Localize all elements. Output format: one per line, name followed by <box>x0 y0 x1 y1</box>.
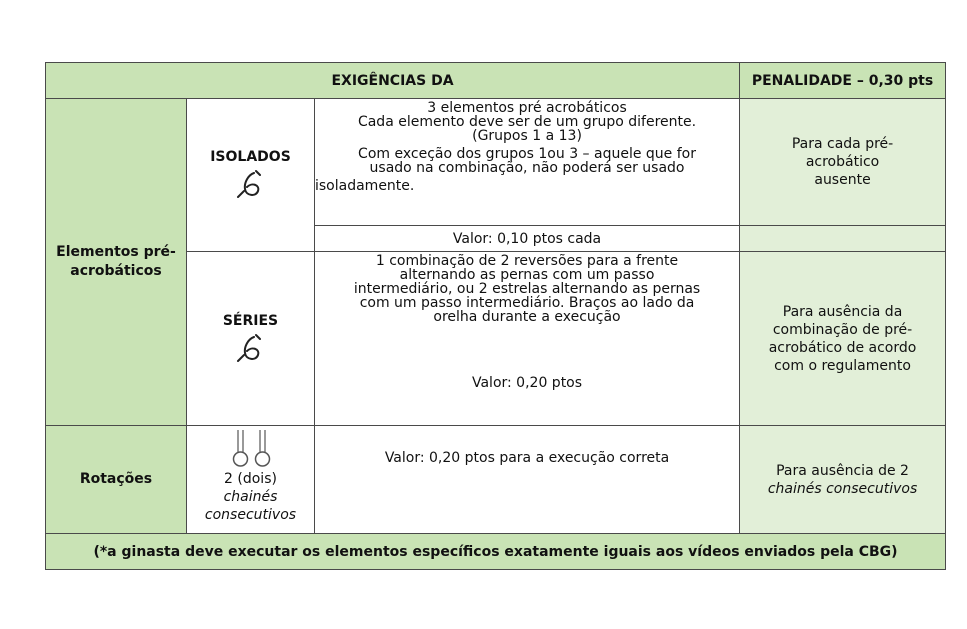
rotations-name: chainés consecutivos <box>204 489 297 523</box>
category-rotations: Rotações <box>46 426 187 534</box>
isolados-penalty <box>740 99 946 226</box>
rotations-count: 2 (dois) <box>224 471 277 487</box>
isolados-desc-line-1: 3 elementos pré acrobáticos <box>427 100 627 116</box>
series-penalty <box>740 252 946 426</box>
rotations-penalty-line-1: Para ausência de 2 <box>776 462 909 479</box>
isolados-penalty-text: Para cada pré-acrobático ausente <box>791 136 894 188</box>
series-label: SÉRIES <box>222 312 279 329</box>
rotations-penalty <box>740 426 946 534</box>
isolados-description <box>315 99 740 226</box>
rotations-penalty-line-2: chainés consecutivos <box>767 480 918 497</box>
isolados-value: Valor: 0,10 ptos cada <box>315 226 740 252</box>
isolados-label: ISOLADOS <box>210 149 291 165</box>
isolados-penalty-blank <box>740 226 946 252</box>
header-requirements: EXIGÊNCIAS DA <box>46 63 740 99</box>
series-desc-line-2: alternando as pernas com um passo <box>399 267 655 283</box>
category-pre-acrobatic-label: Elementos pré-acrobáticos <box>56 244 176 279</box>
series-desc-line-5: orelha durante a execução <box>433 309 621 325</box>
series-penalty-text: Para ausência da combinação de pré-acrobático de acordo com o regulamento <box>768 303 917 374</box>
requirements-table-container <box>45 62 945 570</box>
pre-acrobatic-symbol-icon <box>234 169 268 201</box>
series-desc-line-1: 1 combinação de 2 reversões para a frente <box>375 253 679 269</box>
isolados-desc-line-4: Com exceção dos grupos 1ou 3 – aquele que for <box>358 146 696 162</box>
footer-note: (*a ginasta deve executar os elementos específicos exatamente iguais aos vídeos enviados pela CBG) <box>46 534 946 570</box>
chaine-turns-symbol-icon <box>228 428 274 470</box>
isolados-desc-line-6: isoladamente. <box>315 178 415 194</box>
series-description <box>315 252 740 426</box>
isolados-desc-line-3: (Grupos 1 a 13) <box>472 128 582 144</box>
series-desc-line-3: intermediário, ou 2 estrelas alternando as pernas <box>353 281 701 297</box>
header-penalty: PENALIDADE – 0,30 pts <box>740 63 946 99</box>
series-cell <box>187 252 315 426</box>
series-value: Valor: 0,20 ptos <box>471 375 583 391</box>
isolados-desc-line-5: usado na combinação, não poderá ser usado <box>369 160 685 176</box>
requirements-table <box>45 62 946 570</box>
isolados-desc-line-2: Cada elemento deve ser de um grupo diferente. <box>357 114 697 130</box>
category-pre-acrobatic <box>46 99 187 426</box>
rotations-cell <box>187 426 315 534</box>
series-desc-line-4: com um passo intermediário. Braços ao lado da <box>359 295 695 311</box>
isolados-cell <box>187 99 315 252</box>
rotations-value: Valor: 0,20 ptos para a execução correta <box>315 426 740 534</box>
pre-acrobatic-symbol-icon <box>234 333 268 365</box>
